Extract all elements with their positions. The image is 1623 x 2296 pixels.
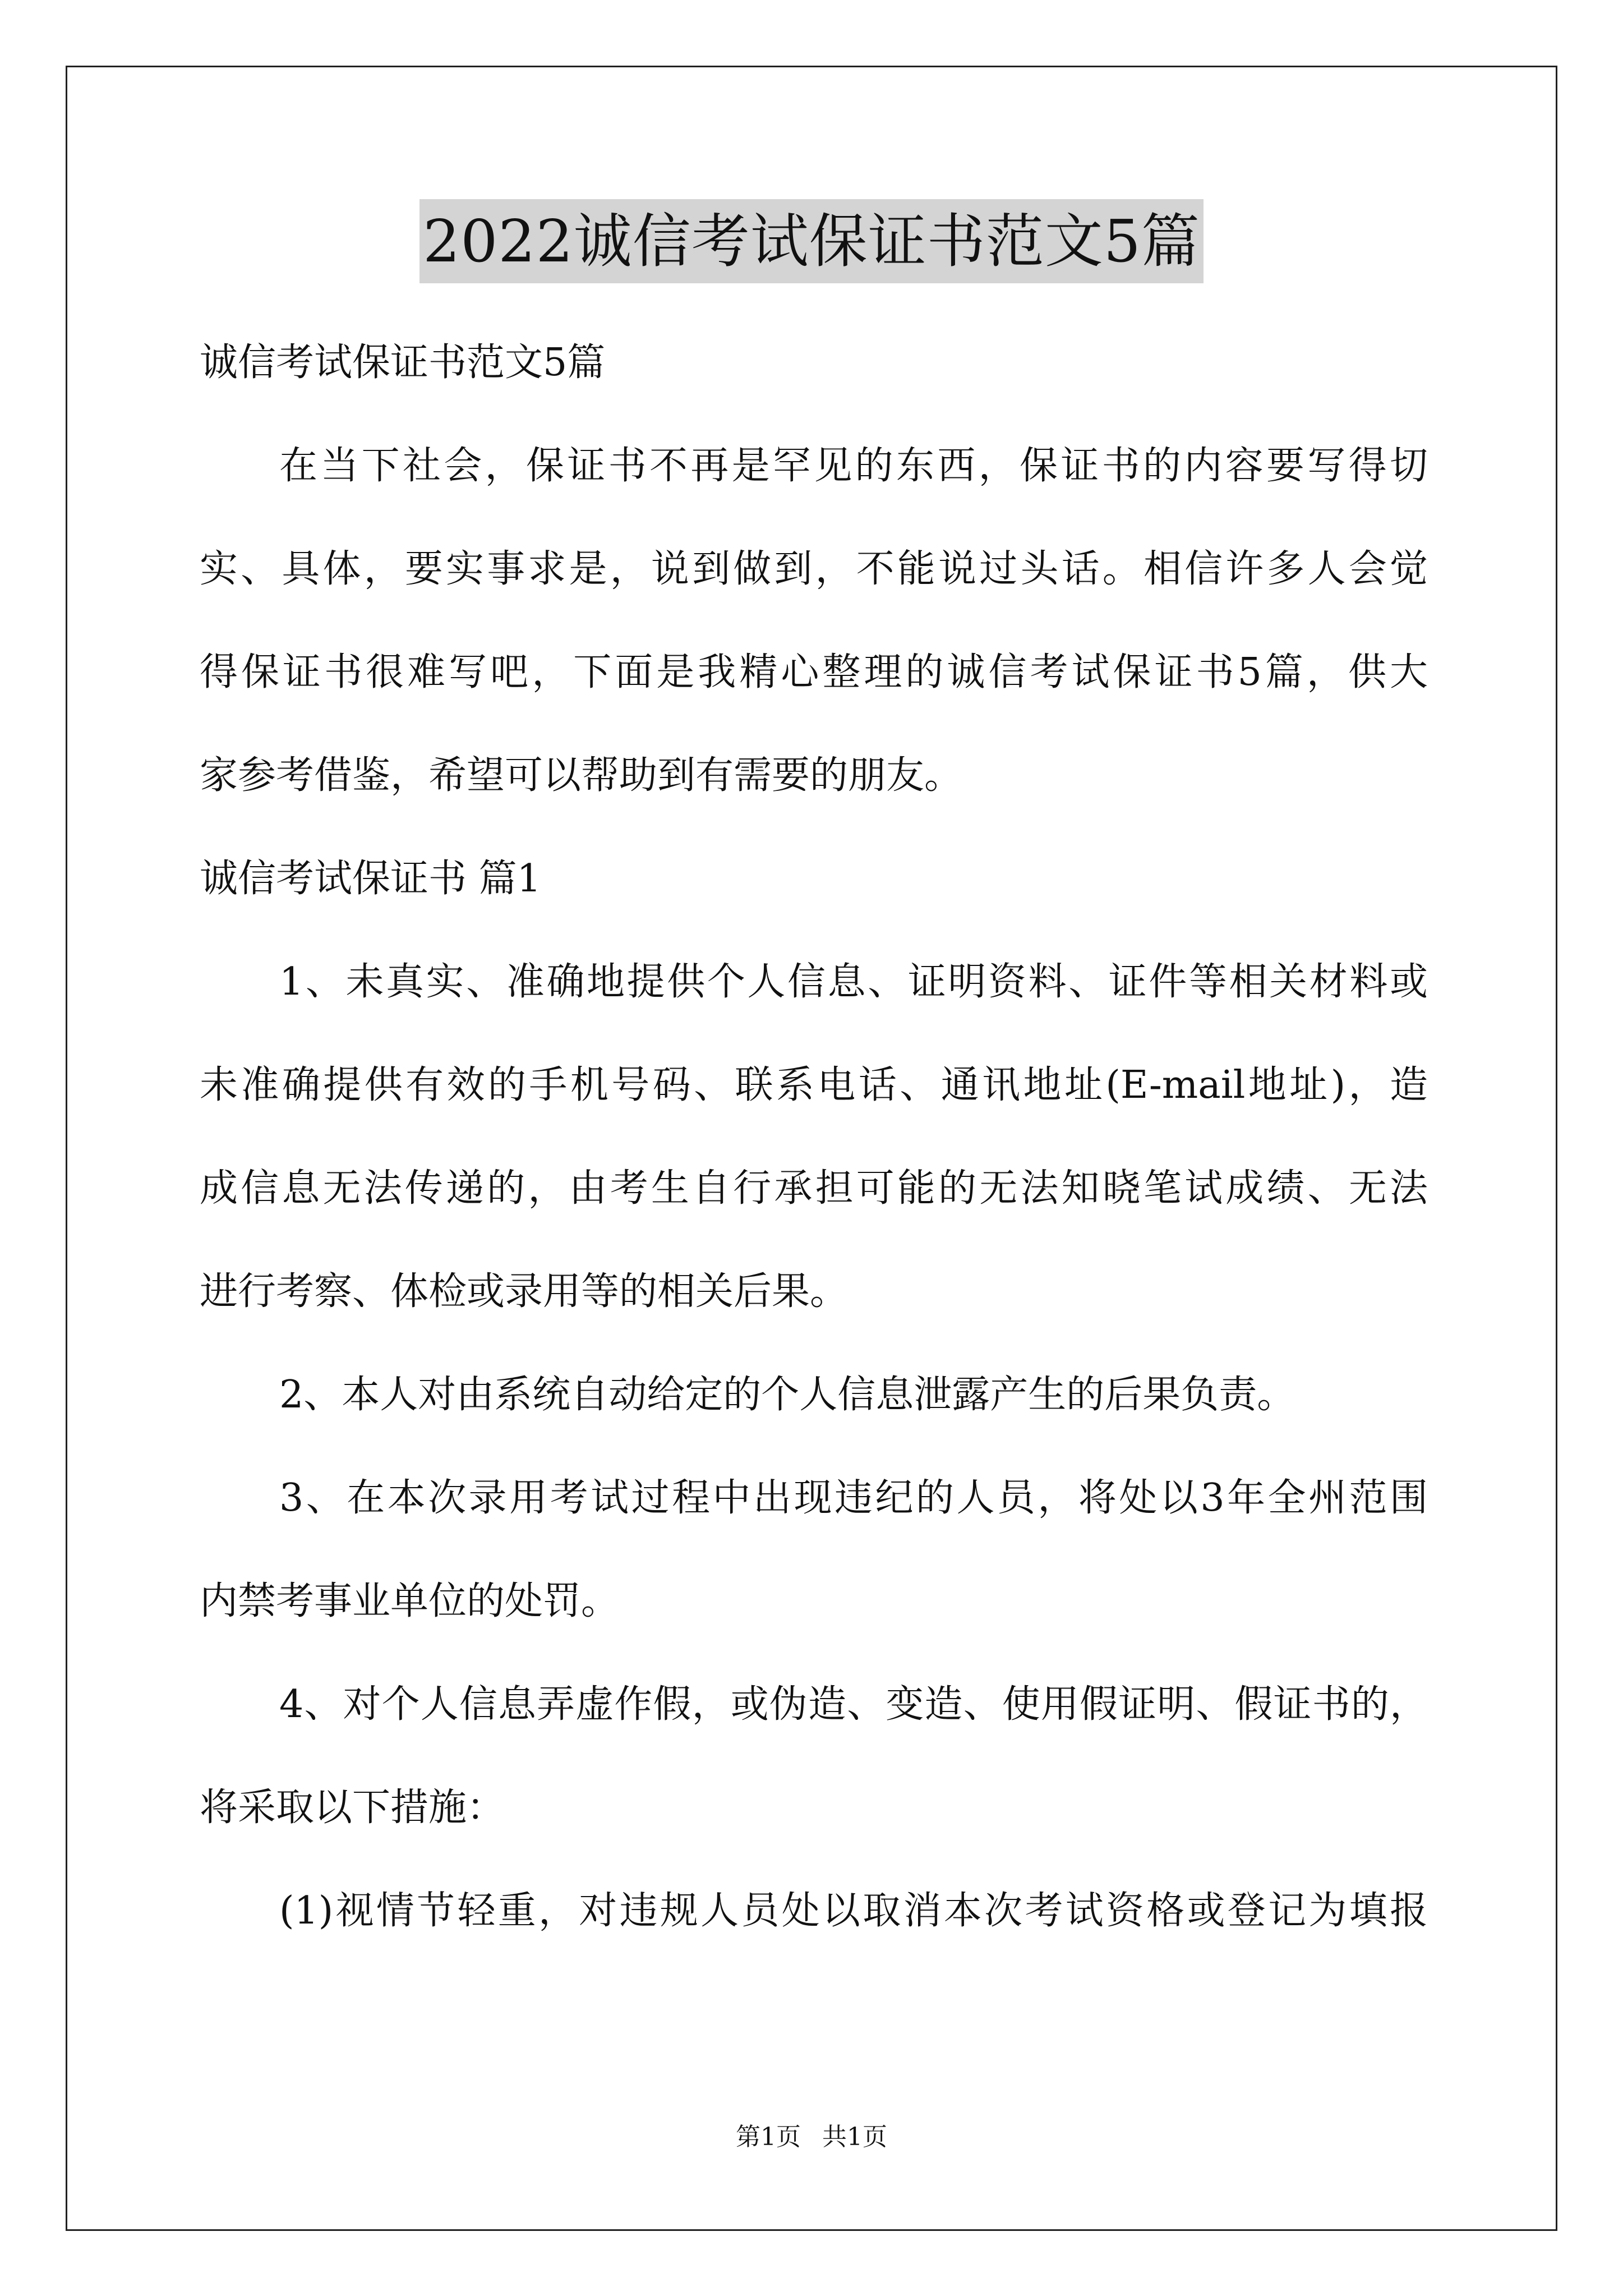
body-text-line: 2、本人对由系统自动给定的个人信息泄露产生的后果负责。: [279, 1373, 1295, 1417]
body-text-line: 3、在本次录用考试过程中出现违纪的人员，将处以3年全州范围: [279, 1476, 1428, 1520]
body-text-line: 在当下社会，保证书不再是罕见的东西，保证书的内容要写得切: [279, 444, 1428, 488]
body-text-line: 得保证书很难写吧，下面是我精心整理的诚信考试保证书5篇，供大: [200, 650, 1428, 694]
document-title: 2022诚信考试保证书范文5篇: [419, 199, 1204, 283]
title-container: [0, 199, 1623, 283]
body-text-line: 进行考察、体检或录用等的相关后果。: [200, 1269, 849, 1314]
body-text-line: 成信息无法传递的，由考生自行承担可能的无法知晓笔试成绩、无法: [200, 1166, 1428, 1211]
document-body: [200, 311, 1428, 1963]
body-text-line: 诚信考试保证书 篇1: [200, 857, 541, 901]
body-text-line: 内禁考事业单位的处罚。: [200, 1579, 620, 1623]
body-text-line: 诚信考试保证书范文5篇: [200, 341, 606, 385]
body-text-line: 将采取以下措施：: [200, 1786, 505, 1830]
body-text-line: 1、未真实、准确地提供个人信息、证明资料、证件等相关材料或: [279, 960, 1428, 1004]
body-text-line: 实、具体，要实事求是，说到做到，不能说过头话。相信许多人会觉: [200, 547, 1428, 591]
page-footer: 第1页 共1页: [736, 2123, 887, 2151]
body-text-line: 4、对个人信息弄虚作假，或伪造、变造、使用假证明、假证书的，: [279, 1682, 1428, 1727]
body-text-line: 家参考借鉴，希望可以帮助到有需要的朋友。: [200, 753, 963, 798]
body-text-line: 未准确提供有效的手机号码、联系电话、通讯地址(E-mail地址)，造: [200, 1063, 1428, 1107]
body-text-line: (1)视情节轻重，对违规人员处以取消本次考试资格或登记为填报: [279, 1889, 1428, 1933]
